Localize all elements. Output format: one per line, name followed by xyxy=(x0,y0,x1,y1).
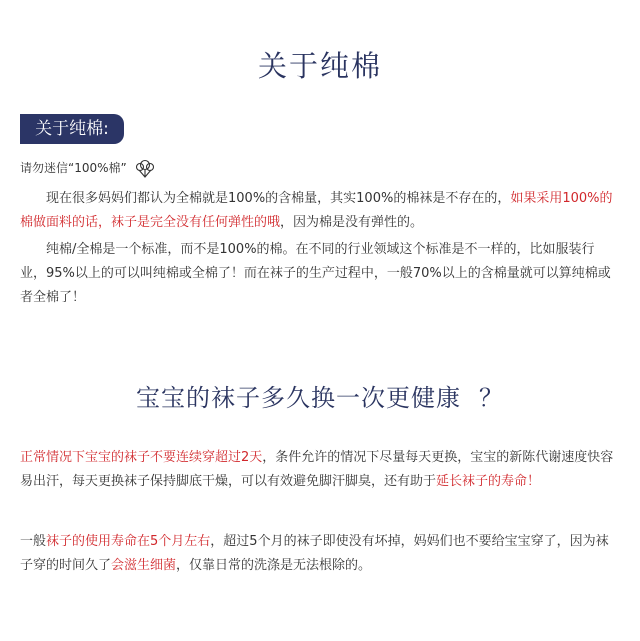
caution-text: 请勿迷信“100%棉” xyxy=(20,161,127,175)
caution-line xyxy=(20,156,157,180)
p4-text-c: ，超过5个月的袜子即使没有坏掉，妈妈们也不要给宝宝穿了，因为袜子穿的时间久了 xyxy=(20,534,609,573)
section-title-sock-change xyxy=(0,378,640,413)
p3-highlight: 宝宝的袜子不要连续穿超过2天 xyxy=(85,450,263,465)
p4-highlight: 袜子的使用寿命在5个月左右 xyxy=(46,534,211,549)
title2-question-mark: ？ xyxy=(479,384,504,412)
p4-text-e: ，仅靠日常的洗涤是无法根除的。 xyxy=(176,558,372,573)
section-title-cotton: 关于纯棉 xyxy=(257,49,382,83)
cotton-badge: 关于纯棉: xyxy=(20,114,124,144)
paragraph-cotton-content xyxy=(20,187,618,235)
paragraph-sock-frequency xyxy=(20,446,618,494)
p3-text-c: ，条件允许的情况下尽量每天更换，宝宝的新陈代谢速度快容易出汗，每天更换袜子保持脚底干燥，可以有效避免脚汗脚臭，还有助于 xyxy=(20,450,614,489)
p1-text-a: 现在很多妈妈们都认为全棉就是100%的含棉量，其实100%的棉袜是不存在的， xyxy=(46,191,511,206)
p3-text-a: 正常情况下 xyxy=(20,450,86,465)
p4-text-a: 一般 xyxy=(20,534,47,549)
cotton-icon xyxy=(133,156,157,180)
p1-text-c: ，因为棉是没有弹性的。 xyxy=(280,215,424,230)
p3-text-d: 延长袜子的寿命！ xyxy=(436,474,541,489)
title2-text: 宝宝的袜子多久换一次更健康 xyxy=(136,384,461,412)
p4-highlight-bacteria: 会滋生细菌 xyxy=(111,558,177,573)
paragraph-cotton-standard: 纯棉/全棉是一个标准，而不是100%的棉。在不同的行业领域这个标准是不一样的，比如服装行业，95%以上的可以叫纯棉或全棉了！而在袜子的生产过程中，一般70%以上的含棉量就可以算纯棉或者全棉了！ xyxy=(20,242,611,305)
paragraph-sock-lifespan xyxy=(20,530,618,578)
p1-highlight: 如果采用100%的棉做面料的话，袜子是完全没有任何弹性的哦 xyxy=(20,191,613,230)
